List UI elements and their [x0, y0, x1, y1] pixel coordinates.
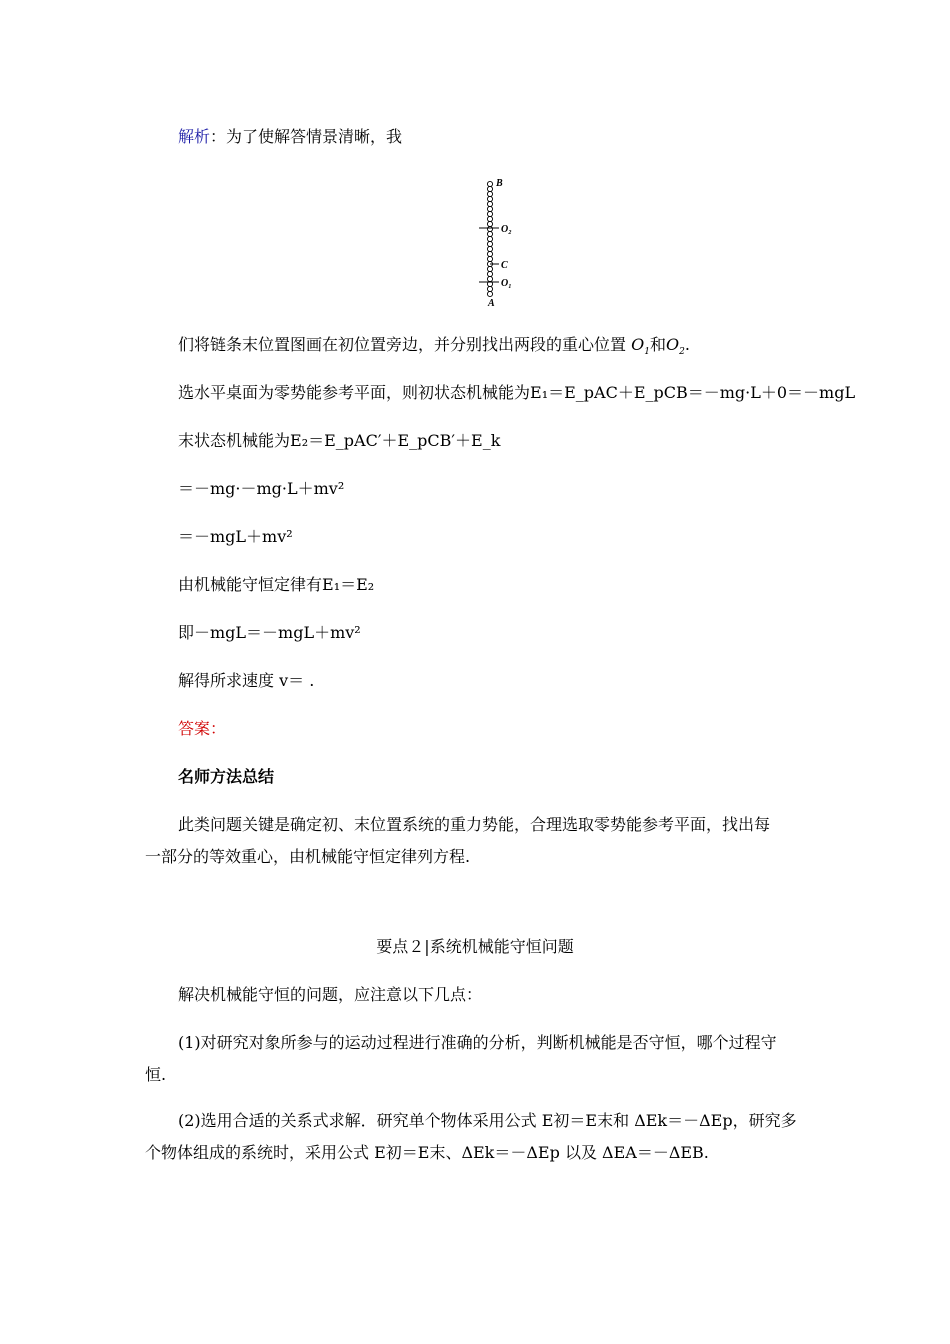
analysis-text-2: 们将链条末位置图画在初位置旁边，并分别找出两段的重心位置: [178, 335, 627, 354]
analysis-text-3: 选水平桌面为零势能参考平面，则初状态机械能为: [178, 383, 531, 402]
analysis-line-8: 即－mgL＝－mgL＋mv²: [178, 623, 361, 642]
item-2-line-1: (2)选用合适的关系式求解．研究单个物体采用公式 E初＝E末和 ΔEk＝－ΔEp，研究多: [178, 1111, 797, 1130]
o2-ref: $O_2$: [665, 335, 685, 358]
analysis-line-7: [178, 574, 374, 596]
o1-ref: $O_1$: [631, 335, 650, 358]
item-1-line-1: (1)对研究对象所参与的运动过程进行准确的分析，判断机械能是否守恒，哪个过程守: [178, 1033, 777, 1052]
analysis-text-4: 末状态机械能为: [178, 431, 291, 450]
label-o2: O₂: [501, 224, 512, 235]
analysis-line-9: 解得所求速度 v＝ .: [178, 671, 315, 690]
period: .: [684, 335, 690, 354]
and-text: 和: [649, 335, 666, 354]
item-1-line-2: 恒.: [145, 1065, 167, 1084]
section-intro: 解决机械能守恒的问题，应注意以下几点：: [178, 985, 483, 1004]
analysis-line-1: [178, 126, 402, 148]
chain-links: [487, 181, 492, 296]
analysis-line-6: ＝－mgL＋mv²: [178, 527, 293, 546]
initial-energy-formula: E₁＝E_pAC＋E_pCB＝－mg·L＋0＝－mgL: [530, 383, 856, 402]
method-text-1: 此类问题关键是确定初、末位置系统的重力势能，合理选取零势能参考平面，找出每: [178, 815, 771, 834]
analysis-text-7: 由机械能守恒定律有: [178, 575, 323, 594]
method-text-2: 一部分的等效重心，由机械能守恒定律列方程.: [145, 847, 471, 866]
answer-label: 答案：: [178, 719, 227, 738]
analysis-intro: ：为了使解答情景清晰，我: [210, 127, 403, 146]
label-c: C: [501, 260, 508, 271]
method-heading: 名师方法总结: [178, 767, 275, 786]
analysis-line-3: [178, 382, 855, 404]
analysis-line-4: [178, 430, 500, 452]
final-energy-formula: E₂＝E_pAC′＋E_pCB′＋E_k: [290, 431, 501, 450]
analysis-line-5: ＝－mg·－mg·L＋mv²: [178, 479, 345, 498]
item-2-line-2: 个物体组成的系统时，采用公式 E初＝E末、ΔEk＝－ΔEp 以及 ΔEA＝－ΔEB.: [145, 1143, 709, 1162]
conservation-formula: E₁＝E₂: [322, 575, 375, 594]
chain-diagram: [470, 176, 540, 312]
section-title: 要点２|系统机械能守恒问题: [376, 937, 574, 956]
analysis-label: 解析: [178, 127, 211, 146]
analysis-line-2: [178, 334, 690, 363]
label-o1: O₁: [501, 278, 512, 289]
label-a: A: [488, 298, 495, 309]
label-b: B: [496, 178, 503, 189]
